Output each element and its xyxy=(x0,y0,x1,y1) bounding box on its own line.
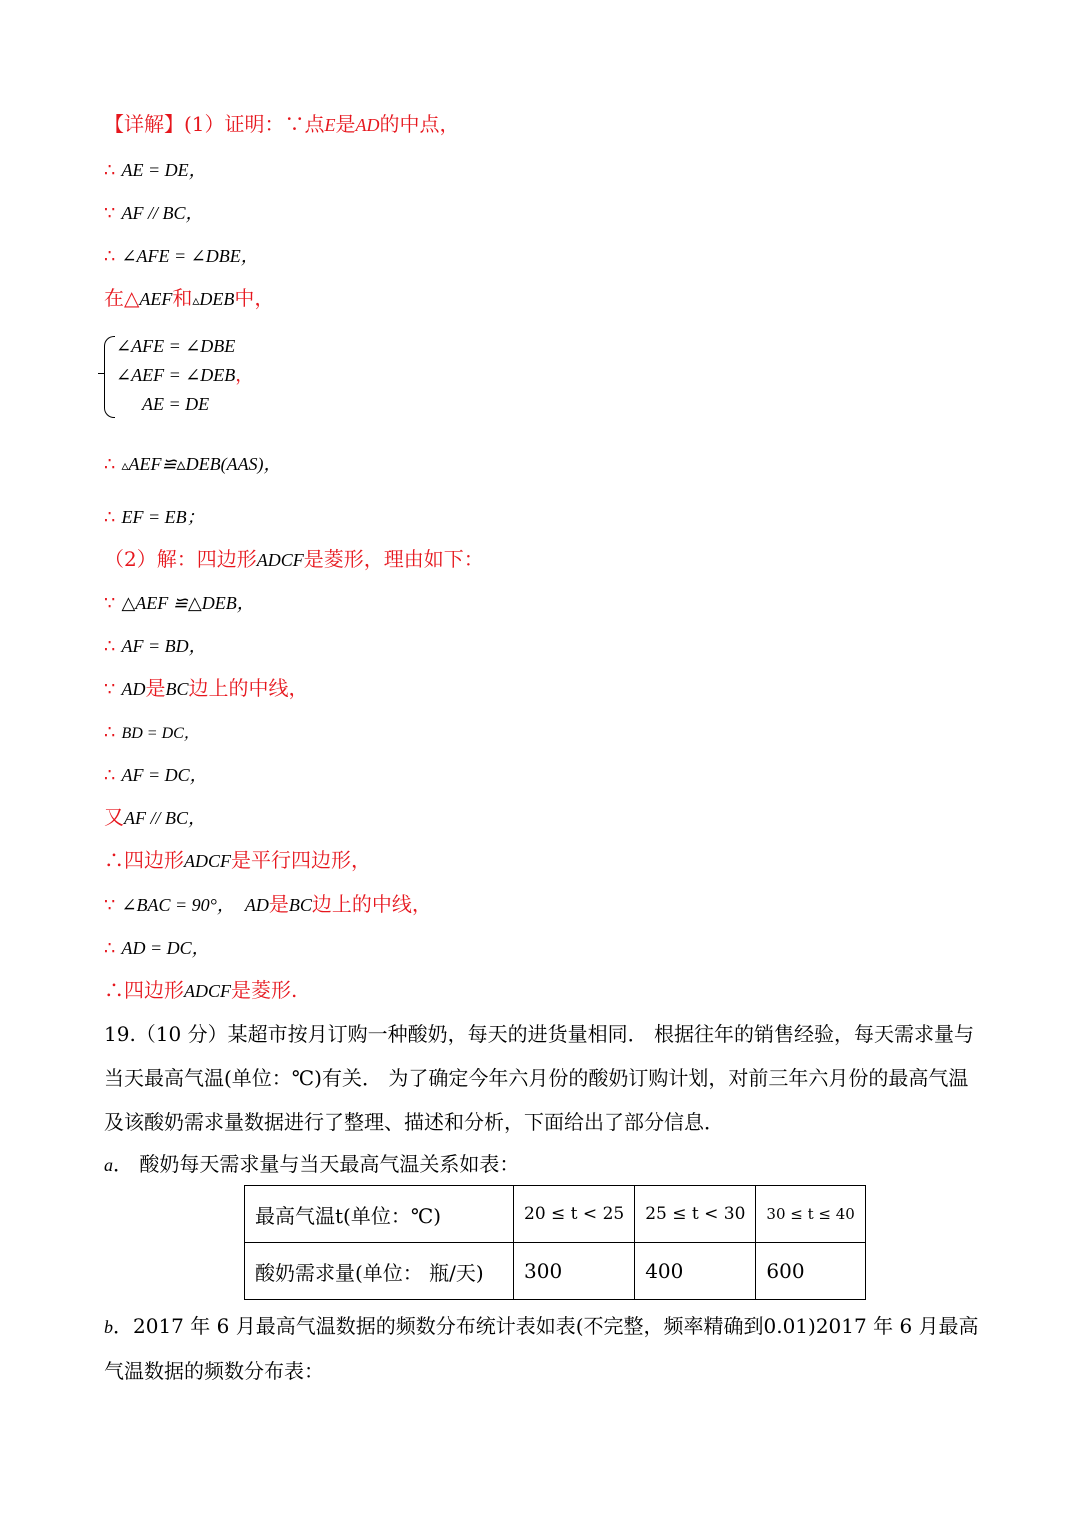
system-line-2: ∠AEF = ∠DEB， xyxy=(116,365,254,385)
part2-heading: （2）解：四边形ADCF是菱形，理由如下： xyxy=(104,547,484,571)
table-cell-range-3: 30 ≤ t ≤ 40 xyxy=(756,1186,865,1243)
solution-heading: 【详解】(1）证明：∵点E是AD的中点， xyxy=(104,112,460,136)
step-bd-dc: ∴ BD = DC， xyxy=(104,722,200,743)
step-median: ∵ AD是BC边上的中线， xyxy=(104,676,309,700)
table-cell-demand-2: 400 xyxy=(635,1243,756,1300)
table-cell-demand-1: 300 xyxy=(514,1243,635,1300)
step-angle-afe: ∴ ∠AFE = ∠DBE， xyxy=(104,246,259,267)
table-cell-temp-label: 最高气温t(单位：℃) xyxy=(245,1186,514,1243)
step-rhombus: ∴四边形ADCF是菱形. xyxy=(104,978,298,1002)
table-cell-demand-label: 酸奶需求量(单位： 瓶/天) xyxy=(245,1243,514,1300)
step-congruent: ∴ ▵AEF≌▵DEB(AAS)， xyxy=(104,454,282,475)
item-b: b．2017 年 6 月最高气温数据的频数分布统计表如表(不完整，频率精确到0.01)2017 年 6 月最高气温数据的频数分布表： xyxy=(104,1314,979,1383)
table-cell-demand-3: 600 xyxy=(756,1243,865,1300)
step-ef-eb: ∴ EF = EB； xyxy=(104,507,205,528)
step-af-dc: ∴ AF = DC， xyxy=(104,765,208,786)
step-right-angle: ∵ ∠BAC = 90°， AD是BC边上的中线， xyxy=(104,892,432,916)
table-cell-range-2: 25 ≤ t < 30 xyxy=(635,1186,756,1243)
step-af-parallel: ∵ AF // BC， xyxy=(104,203,204,224)
demand-table xyxy=(244,1185,866,1300)
system-line-1: ∠AFE = ∠DBE xyxy=(116,336,236,356)
step-congruent-2: ∵ △AEF ≌△DEB， xyxy=(104,593,255,614)
table-row xyxy=(245,1243,866,1300)
step-in-triangles: 在△AEF和▵DEB中， xyxy=(104,286,275,310)
item-a: a． 酸奶每天需求量与当天最高气温关系如表： xyxy=(104,1152,520,1176)
system-line-3: AE = DE xyxy=(142,394,210,414)
system-brace xyxy=(104,336,115,418)
question-19-text: 19.（10 分）某超市按月订购一种酸奶，每天的进货量相同． 根据往年的销售经验，每天需求量与当天最高气温(单位：℃)有关． 为了确定今年六月份的酸奶订购计划，对前三年六月份的最高气温及该酸奶需求量数据进行了整理、描述和分析，下面给出了部分信息． xyxy=(104,1022,974,1134)
step-af-bd: ∴ AF = BD， xyxy=(104,636,207,657)
table-row xyxy=(245,1186,866,1243)
step-parallelogram: ∴四边形ADCF是平行四边形， xyxy=(104,848,371,872)
table-cell-range-1: 20 ≤ t < 25 xyxy=(514,1186,635,1243)
step-also-parallel: 又AF // BC， xyxy=(104,805,206,829)
step-ad-dc: ∴ AD = DC， xyxy=(104,938,210,959)
step-ae-de: ∴ AE = DE， xyxy=(104,160,207,181)
